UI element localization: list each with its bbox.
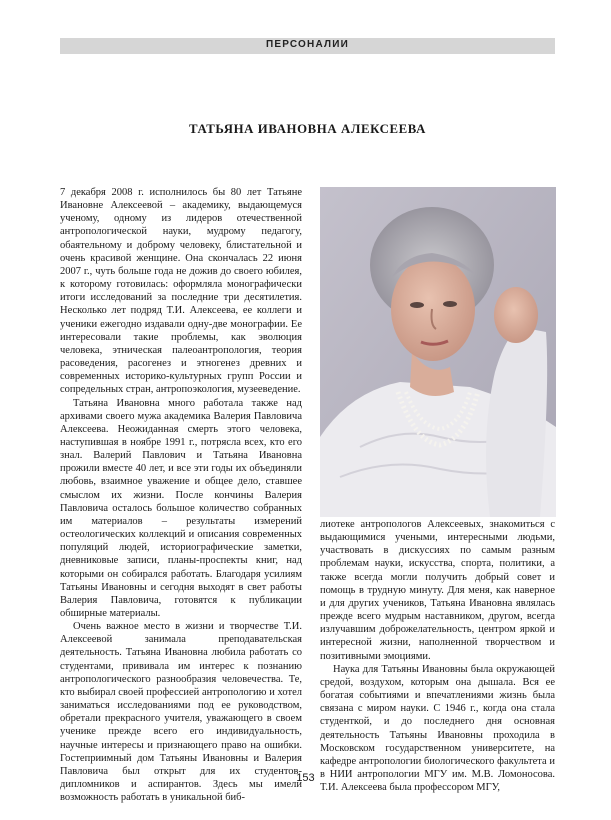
portrait-photo xyxy=(320,187,556,517)
paragraph: Очень важное место в жизни и творчестве Т.И. Алексеевой занимала преподавательская деятельность. Татьяна Ивановна любила работать со студентами, прививала им интерес к познанию антропологического разнообразия человечества. Те, кто выбирал своей профессией антропологию и хотел заниматься исследованиями под ее руководством, обретали прекрасного учителя, уважающего в своем ученике прежде всего его индивидуальность, научные интересы и признающего право на ошибки. Гостеприимный дом Татьяны Ивановны и Валерия Павловича был открыт для их студентов-дипломников и аспирантов. Здесь мы имели возможность работать в уникальной биб- xyxy=(60,621,302,804)
paragraph: лиотеке антропологов Алексеевых, знакомиться с выдающимися учеными, интересными людьми, участвовать в дискуссиях по самым разным проблемам науки, искусства, спорта, политики, а также всегда могли получить добрый совет и помощь в трудную минуту. Для меня, как наверное и для других учеников, Татьяна Ивановна являлась прежде всего мудрым наставником, другом, всегда излучавшим доброжелательность, центром яркой и интересной жизни, наполненной творчеством и позитивными эмоциями. xyxy=(320,519,555,662)
right-text-column xyxy=(320,518,555,794)
page-number: 153 xyxy=(296,772,315,784)
section-header-band xyxy=(60,38,555,54)
paragraph: Татьяна Ивановна много работала также над архивами своего мужа академика Валерия Павловича Алексеева. Неожиданная смерть этого человека, наступившая в ноябре 1991 г., потрясла всех, кто его знал. Валерий Павлович и Татьяна Ивановна прожили вместе 40 лет, и все эти годы их объединяли любовь, взаимное уважение и общее дело, ставшее смыслом их жизни. После кончины Валерия Павловича осталось большое количество собранных им материалов – результаты измерений остеологических коллекций и описания современных популяций людей, историографические заметки, дневниковые записи, планы-проспекты книг, над которыми он собирался работать. Благодаря усилиям Татьяны Ивановны и сегодня выходят в свет работы Валерия Павловича, готовятся к публикации обширные материалы. xyxy=(60,397,302,619)
article-title: ТАТЬЯНА ИВАНОВНА АЛЕКСЕЕВА xyxy=(189,122,426,136)
portrait-illustration xyxy=(320,187,556,517)
left-text-column xyxy=(60,186,302,804)
section-label: ПЕРСОНАЛИИ xyxy=(266,39,349,50)
paragraph: Наука для Татьяны Ивановны была окружающей средой, воздухом, которым она дышала. Вся ее богатая событиями и впечатлениями жизнь была связана с миром науки. С 1946 г., когда она стала студенткой, и до последнего дня основная деятельность Татьяны Ивановны проходила в Московском государственном университете, на кафедре антропологии биологического факультета и в НИИ антропологии МГУ им. М.В. Ломоносова. Т.И. Алексеева была профессором МГУ, xyxy=(320,663,555,794)
paragraph: 7 декабря 2008 г. исполнилось бы 80 лет Татьяне Ивановне Алексеевой – академику, выдающемуся ученому, одному из лидеров отечественной антропологической науки, мудрому педагогу, обаятельному и доброму человеку, блистательной и очень красивой женщине. Она скончалась 22 июня 2007 г., чуть больше года не дожив до своего юбилея, к которому готовилась: оформляла монографически итоги исследований за последние три десятилетия. Несколько лет подряд Т.И. Алексеева, ее коллеги и ученики ежегодно издавали одну-две монографии. Ее интересовали такие проблемы, как эволюция человека, этническая палеоантропология, теория расоведения, расогенез и этногенез древних и современных историко-культурных групп России и сопредельных стран, антропоэкология, музееведение. xyxy=(60,187,302,396)
